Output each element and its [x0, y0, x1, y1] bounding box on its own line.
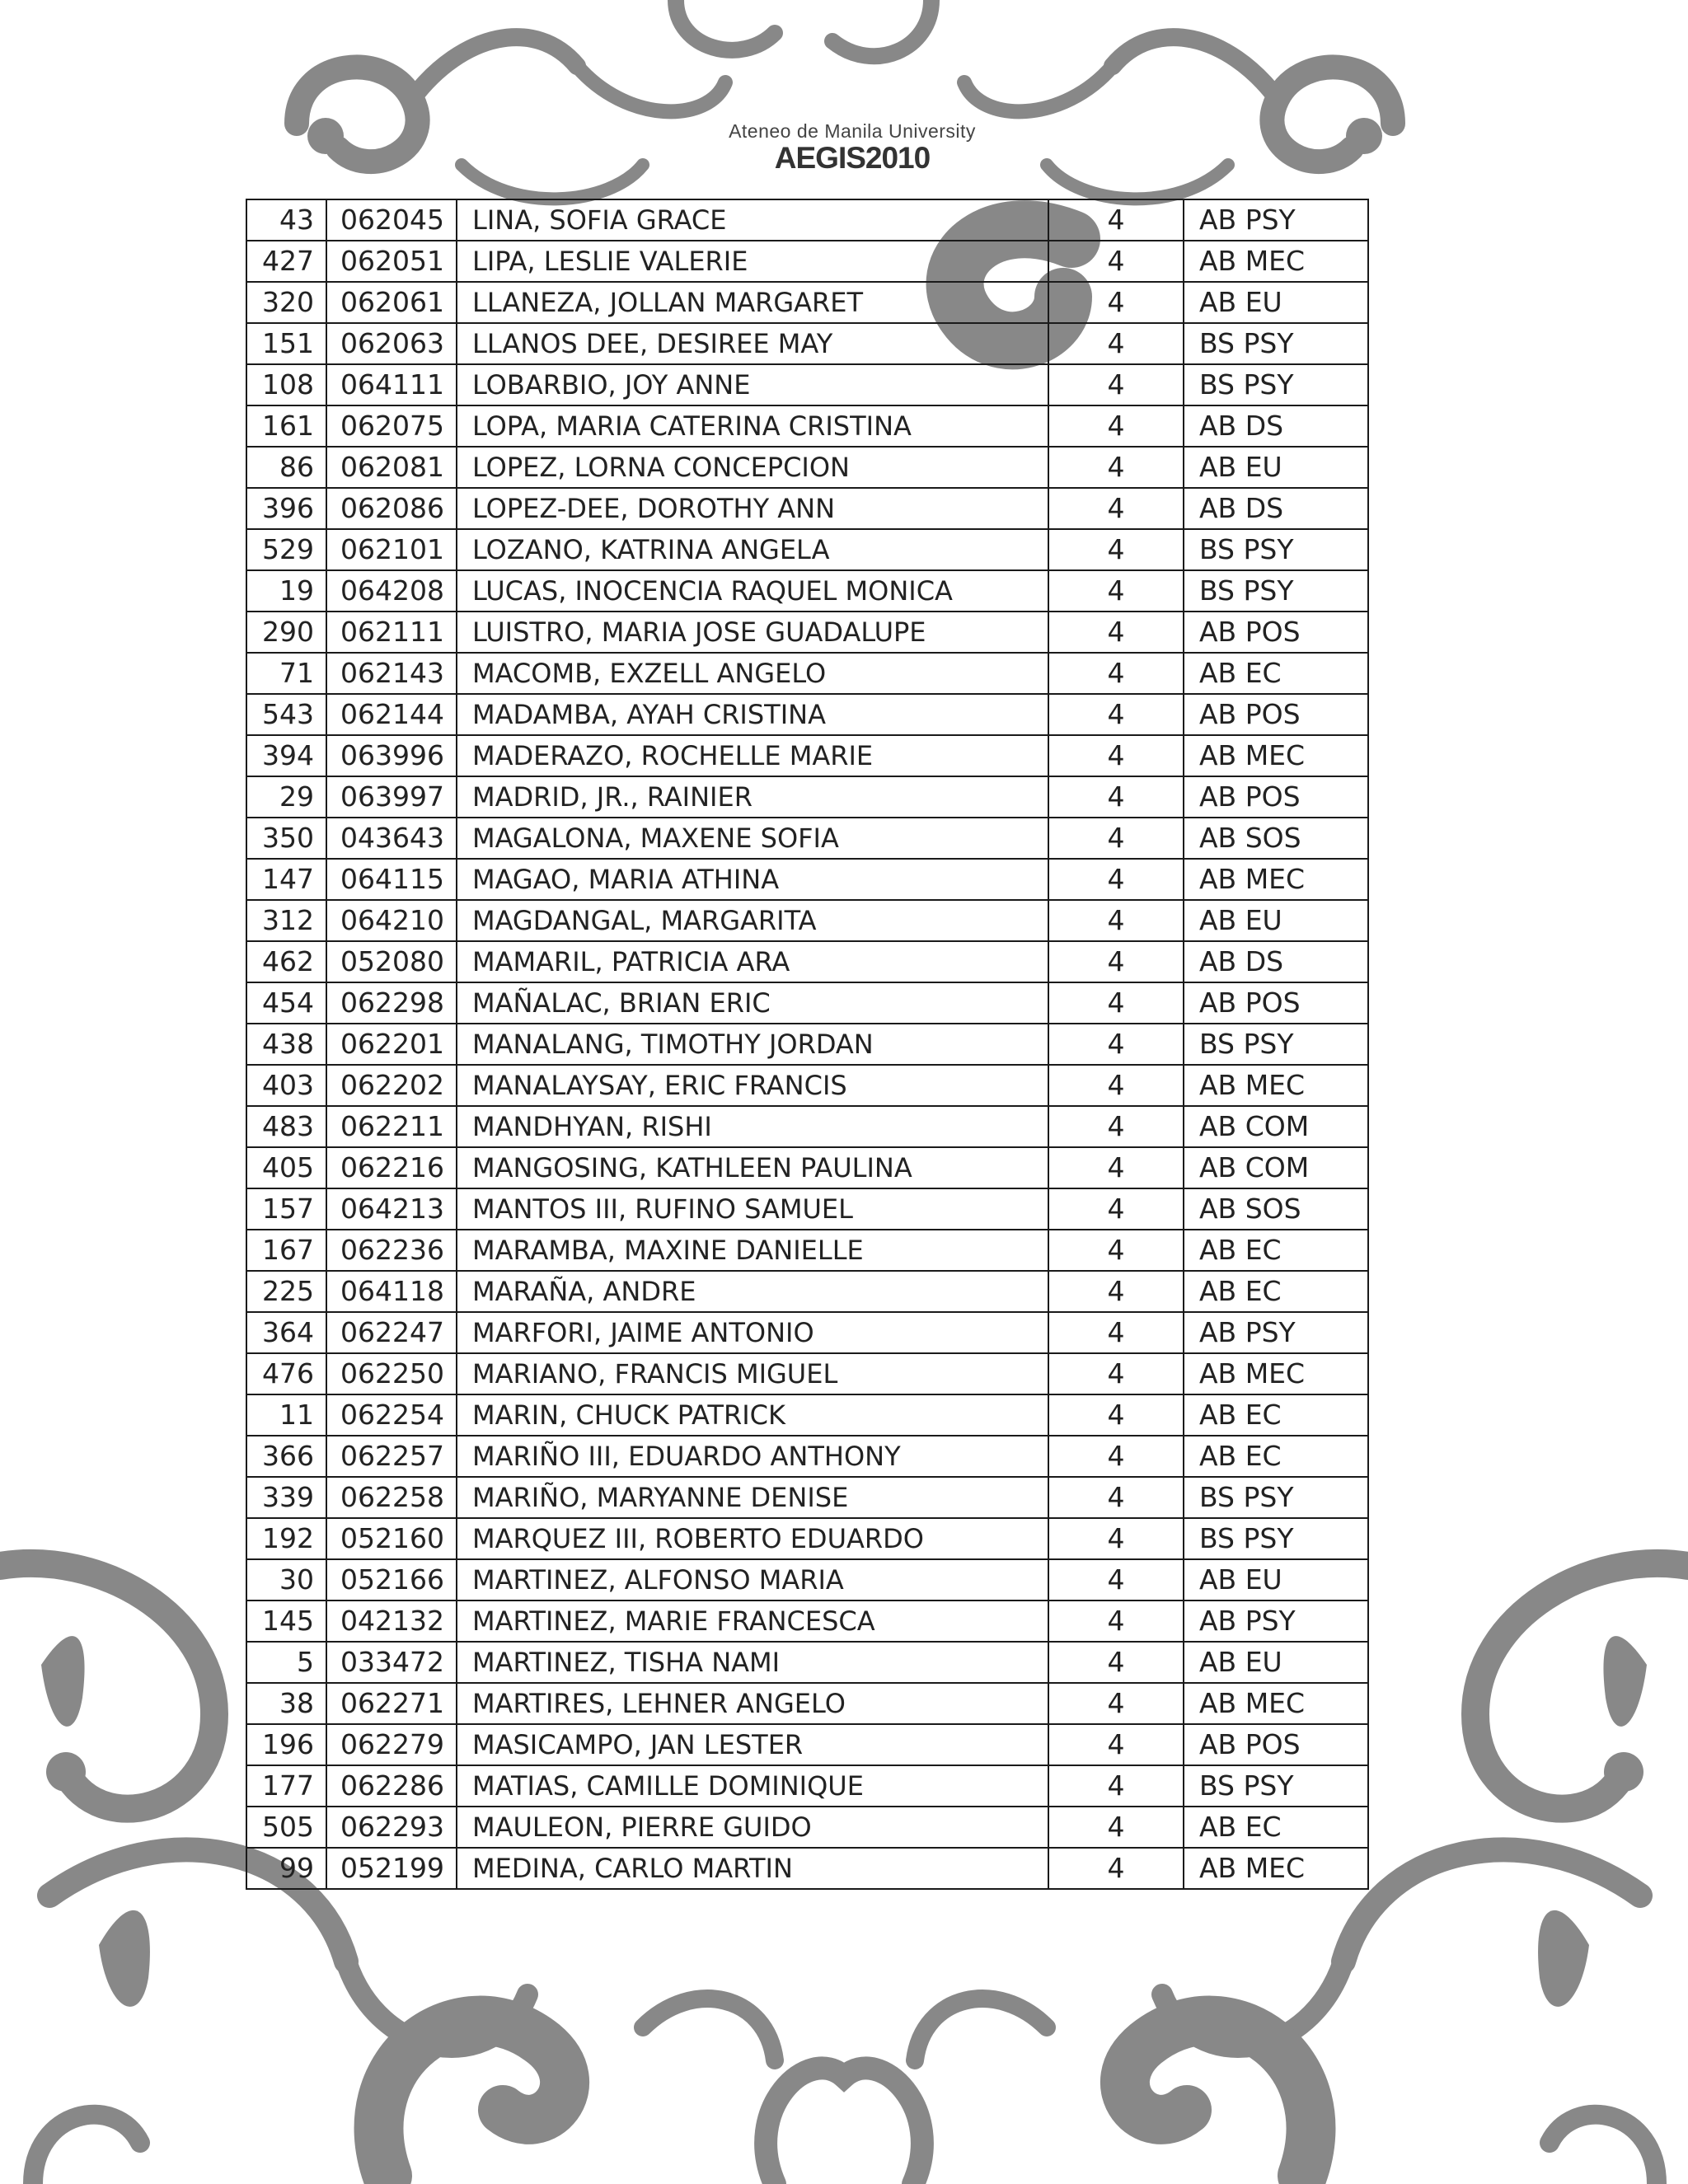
table-row	[246, 612, 1368, 653]
year-level: 4	[1048, 1724, 1184, 1765]
table-row	[246, 570, 1368, 612]
table-row	[246, 447, 1368, 488]
course: AB DS	[1184, 488, 1368, 529]
row-number: 157	[246, 1188, 326, 1230]
student-id: 062258	[326, 1477, 457, 1518]
student-id: 042132	[326, 1601, 457, 1642]
student-id: 062081	[326, 447, 457, 488]
year-level: 4	[1048, 1807, 1184, 1848]
course: AB MEC	[1184, 1065, 1368, 1106]
table-row	[246, 653, 1368, 694]
year-level: 4	[1048, 1230, 1184, 1271]
year-level: 4	[1048, 1147, 1184, 1188]
student-roster-table	[246, 199, 1369, 1890]
row-number: 5	[246, 1642, 326, 1683]
row-number: 108	[246, 364, 326, 405]
student-name: MARTIRES, LEHNER ANGELO	[457, 1683, 1048, 1724]
row-number: 196	[246, 1724, 326, 1765]
student-id: 062101	[326, 529, 457, 570]
table-row	[246, 282, 1368, 323]
student-id: 062144	[326, 694, 457, 735]
table-row	[246, 405, 1368, 447]
course: AB MEC	[1184, 1848, 1368, 1889]
student-name: LOBARBIO, JOY ANNE	[457, 364, 1048, 405]
year-level: 4	[1048, 859, 1184, 900]
yearbook-logo: AEGIS2010	[774, 141, 931, 175]
course: AB EU	[1184, 447, 1368, 488]
course: AB PSY	[1184, 1312, 1368, 1353]
table-row	[246, 1807, 1368, 1848]
year-level: 4	[1048, 1106, 1184, 1147]
row-number: 86	[246, 447, 326, 488]
table-row	[246, 1394, 1368, 1436]
student-id: 064118	[326, 1271, 457, 1312]
year-level: 4	[1048, 529, 1184, 570]
student-name: LLANEZA, JOLLAN MARGARET	[457, 282, 1048, 323]
student-name: LUISTRO, MARIA JOSE GUADALUPE	[457, 612, 1048, 653]
year-level: 4	[1048, 1353, 1184, 1394]
row-number: 225	[246, 1271, 326, 1312]
course: AB EC	[1184, 1394, 1368, 1436]
row-number: 505	[246, 1807, 326, 1848]
student-id: 062298	[326, 982, 457, 1024]
student-id: 062111	[326, 612, 457, 653]
course: AB POS	[1184, 1724, 1368, 1765]
course: AB EU	[1184, 282, 1368, 323]
year-level: 4	[1048, 1559, 1184, 1601]
table-row	[246, 941, 1368, 982]
table-row	[246, 488, 1368, 529]
student-name: MANALAYSAY, ERIC FRANCIS	[457, 1065, 1048, 1106]
student-name: MAÑALAC, BRIAN ERIC	[457, 982, 1048, 1024]
year-level: 4	[1048, 1601, 1184, 1642]
student-id: 062086	[326, 488, 457, 529]
row-number: 403	[246, 1065, 326, 1106]
table-row	[246, 1106, 1368, 1147]
student-name: LOZANO, KATRINA ANGELA	[457, 529, 1048, 570]
table-row	[246, 1230, 1368, 1271]
course: AB COM	[1184, 1147, 1368, 1188]
student-name: MAMARIL, PATRICIA ARA	[457, 941, 1048, 982]
table-row	[246, 900, 1368, 941]
row-number: 462	[246, 941, 326, 982]
student-id: 062201	[326, 1024, 457, 1065]
table-row	[246, 364, 1368, 405]
student-name: MAULEON, PIERRE GUIDO	[457, 1807, 1048, 1848]
table-row	[246, 241, 1368, 282]
student-id: 062045	[326, 199, 457, 241]
table-row	[246, 818, 1368, 859]
course: AB MEC	[1184, 735, 1368, 776]
student-id: 062075	[326, 405, 457, 447]
table-row	[246, 1353, 1368, 1394]
table-row	[246, 982, 1368, 1024]
course: AB EC	[1184, 1436, 1368, 1477]
course: AB EC	[1184, 1807, 1368, 1848]
year-level: 4	[1048, 982, 1184, 1024]
student-id: 062202	[326, 1065, 457, 1106]
course: AB PSY	[1184, 199, 1368, 241]
table-row	[246, 1765, 1368, 1807]
course: AB MEC	[1184, 1683, 1368, 1724]
student-name: MADRID, JR., RAINIER	[457, 776, 1048, 818]
student-id: 064111	[326, 364, 457, 405]
row-number: 71	[246, 653, 326, 694]
year-level: 4	[1048, 199, 1184, 241]
student-name: LOPEZ-DEE, DOROTHY ANN	[457, 488, 1048, 529]
student-name: MADAMBA, AYAH CRISTINA	[457, 694, 1048, 735]
table-row	[246, 1848, 1368, 1889]
row-number: 29	[246, 776, 326, 818]
course: AB POS	[1184, 612, 1368, 653]
table-row	[246, 1147, 1368, 1188]
course: BS PSY	[1184, 1518, 1368, 1559]
student-id: 062211	[326, 1106, 457, 1147]
table-row	[246, 1642, 1368, 1683]
course: AB MEC	[1184, 859, 1368, 900]
year-level: 4	[1048, 612, 1184, 653]
student-id: 063997	[326, 776, 457, 818]
student-id: 062250	[326, 1353, 457, 1394]
student-name: LIPA, LESLIE VALERIE	[457, 241, 1048, 282]
course: BS PSY	[1184, 1765, 1368, 1807]
row-number: 364	[246, 1312, 326, 1353]
row-number: 312	[246, 900, 326, 941]
year-level: 4	[1048, 1312, 1184, 1353]
row-number: 476	[246, 1353, 326, 1394]
year-level: 4	[1048, 1188, 1184, 1230]
student-name: LUCAS, INOCENCIA RAQUEL MONICA	[457, 570, 1048, 612]
student-id: 062216	[326, 1147, 457, 1188]
table-row	[246, 776, 1368, 818]
year-level: 4	[1048, 570, 1184, 612]
student-id: 062279	[326, 1724, 457, 1765]
course: AB EC	[1184, 653, 1368, 694]
student-name: MANTOS III, RUFINO SAMUEL	[457, 1188, 1048, 1230]
student-name: MACOMB, EXZELL ANGELO	[457, 653, 1048, 694]
university-brand	[720, 120, 984, 174]
course: AB EU	[1184, 1642, 1368, 1683]
year-level: 4	[1048, 323, 1184, 364]
table-row	[246, 1024, 1368, 1065]
student-name: MASICAMPO, JAN LESTER	[457, 1724, 1048, 1765]
course: AB DS	[1184, 405, 1368, 447]
student-name: MARQUEZ III, ROBERTO EDUARDO	[457, 1518, 1048, 1559]
student-name: MARIÑO III, EDUARDO ANTHONY	[457, 1436, 1048, 1477]
table-row	[246, 1065, 1368, 1106]
year-level: 4	[1048, 1271, 1184, 1312]
course: AB MEC	[1184, 241, 1368, 282]
year-level: 4	[1048, 364, 1184, 405]
student-id: 062063	[326, 323, 457, 364]
year-level: 4	[1048, 694, 1184, 735]
course: AB POS	[1184, 982, 1368, 1024]
student-id: 064210	[326, 900, 457, 941]
student-id: 043643	[326, 818, 457, 859]
table-row	[246, 1601, 1368, 1642]
student-name: MARTINEZ, TISHA NAMI	[457, 1642, 1048, 1683]
table-row	[246, 529, 1368, 570]
year-level: 4	[1048, 941, 1184, 982]
year-level: 4	[1048, 735, 1184, 776]
year-level: 4	[1048, 282, 1184, 323]
row-number: 167	[246, 1230, 326, 1271]
row-number: 427	[246, 241, 326, 282]
row-number: 543	[246, 694, 326, 735]
row-number: 147	[246, 859, 326, 900]
student-id: 062286	[326, 1765, 457, 1807]
student-name: MARTINEZ, ALFONSO MARIA	[457, 1559, 1048, 1601]
student-id: 062061	[326, 282, 457, 323]
student-id: 064213	[326, 1188, 457, 1230]
row-number: 483	[246, 1106, 326, 1147]
year-level: 4	[1048, 241, 1184, 282]
course: AB EC	[1184, 1271, 1368, 1312]
table-row	[246, 859, 1368, 900]
course: AB PSY	[1184, 1601, 1368, 1642]
student-id: 062293	[326, 1807, 457, 1848]
course: BS PSY	[1184, 364, 1368, 405]
table-row	[246, 1683, 1368, 1724]
table-row	[246, 1518, 1368, 1559]
row-number: 151	[246, 323, 326, 364]
student-name: MATIAS, CAMILLE DOMINIQUE	[457, 1765, 1048, 1807]
student-id: 064115	[326, 859, 457, 900]
student-name: LINA, SOFIA GRACE	[457, 199, 1048, 241]
student-name: MARAÑA, ANDRE	[457, 1271, 1048, 1312]
year-level: 4	[1048, 818, 1184, 859]
student-id: 062247	[326, 1312, 457, 1353]
table-row	[246, 694, 1368, 735]
year-level: 4	[1048, 900, 1184, 941]
student-id: 052080	[326, 941, 457, 982]
table-row	[246, 1271, 1368, 1312]
row-number: 43	[246, 199, 326, 241]
row-number: 438	[246, 1024, 326, 1065]
row-number: 396	[246, 488, 326, 529]
student-id: 062271	[326, 1683, 457, 1724]
year-level: 4	[1048, 447, 1184, 488]
student-id: 062143	[326, 653, 457, 694]
row-number: 339	[246, 1477, 326, 1518]
year-level: 4	[1048, 1848, 1184, 1889]
student-name: MAGDANGAL, MARGARITA	[457, 900, 1048, 941]
student-name: MARIÑO, MARYANNE DENISE	[457, 1477, 1048, 1518]
row-number: 405	[246, 1147, 326, 1188]
course: AB DS	[1184, 941, 1368, 982]
student-name: MANDHYAN, RISHI	[457, 1106, 1048, 1147]
table-row	[246, 1188, 1368, 1230]
course: BS PSY	[1184, 570, 1368, 612]
course: AB MEC	[1184, 1353, 1368, 1394]
student-name: MARIN, CHUCK PATRICK	[457, 1394, 1048, 1436]
year-level: 4	[1048, 653, 1184, 694]
year-level: 4	[1048, 1477, 1184, 1518]
year-level: 4	[1048, 776, 1184, 818]
table-row	[246, 1559, 1368, 1601]
row-number: 30	[246, 1559, 326, 1601]
year-level: 4	[1048, 1024, 1184, 1065]
student-id: 062051	[326, 241, 457, 282]
university-name: Ateneo de Manila University	[729, 120, 976, 142]
course: AB SOS	[1184, 1188, 1368, 1230]
row-number: 290	[246, 612, 326, 653]
year-level: 4	[1048, 1436, 1184, 1477]
table-row	[246, 199, 1368, 241]
student-id: 062254	[326, 1394, 457, 1436]
student-name: LOPA, MARIA CATERINA CRISTINA	[457, 405, 1048, 447]
student-id: 052160	[326, 1518, 457, 1559]
row-number: 529	[246, 529, 326, 570]
year-level: 4	[1048, 1683, 1184, 1724]
row-number: 366	[246, 1436, 326, 1477]
row-number: 145	[246, 1601, 326, 1642]
course: AB EU	[1184, 900, 1368, 941]
year-level: 4	[1048, 488, 1184, 529]
year-level: 4	[1048, 1642, 1184, 1683]
row-number: 99	[246, 1848, 326, 1889]
course: AB POS	[1184, 694, 1368, 735]
student-name: MANGOSING, KATHLEEN PAULINA	[457, 1147, 1048, 1188]
student-id: 063996	[326, 735, 457, 776]
row-number: 38	[246, 1683, 326, 1724]
year-level: 4	[1048, 1765, 1184, 1807]
student-name: LLANOS DEE, DESIREE MAY	[457, 323, 1048, 364]
course: BS PSY	[1184, 529, 1368, 570]
student-name: MARFORI, JAIME ANTONIO	[457, 1312, 1048, 1353]
student-name: MARTINEZ, MARIE FRANCESCA	[457, 1601, 1048, 1642]
student-name: MADERAZO, ROCHELLE MARIE	[457, 735, 1048, 776]
row-number: 350	[246, 818, 326, 859]
student-id: 064208	[326, 570, 457, 612]
student-id: 033472	[326, 1642, 457, 1683]
course: AB SOS	[1184, 818, 1368, 859]
student-name: MANALANG, TIMOTHY JORDAN	[457, 1024, 1048, 1065]
table-row	[246, 1436, 1368, 1477]
student-id: 052199	[326, 1848, 457, 1889]
course: BS PSY	[1184, 1024, 1368, 1065]
row-number: 177	[246, 1765, 326, 1807]
student-id: 052166	[326, 1559, 457, 1601]
year-level: 4	[1048, 1065, 1184, 1106]
table-row	[246, 1477, 1368, 1518]
course: BS PSY	[1184, 323, 1368, 364]
row-number: 11	[246, 1394, 326, 1436]
course: AB EU	[1184, 1559, 1368, 1601]
student-name: MARAMBA, MAXINE DANIELLE	[457, 1230, 1048, 1271]
year-level: 4	[1048, 405, 1184, 447]
student-name: MAGALONA, MAXENE SOFIA	[457, 818, 1048, 859]
student-id: 062257	[326, 1436, 457, 1477]
year-level: 4	[1048, 1394, 1184, 1436]
student-name: MARIANO, FRANCIS MIGUEL	[457, 1353, 1048, 1394]
row-number: 19	[246, 570, 326, 612]
row-number: 454	[246, 982, 326, 1024]
table-row	[246, 323, 1368, 364]
table-row	[246, 1724, 1368, 1765]
course: BS PSY	[1184, 1477, 1368, 1518]
row-number: 320	[246, 282, 326, 323]
course: AB POS	[1184, 776, 1368, 818]
table-row	[246, 735, 1368, 776]
year-level: 4	[1048, 1518, 1184, 1559]
course: AB COM	[1184, 1106, 1368, 1147]
row-number: 394	[246, 735, 326, 776]
row-number: 192	[246, 1518, 326, 1559]
course: AB EC	[1184, 1230, 1368, 1271]
table-row	[246, 1312, 1368, 1353]
student-id: 062236	[326, 1230, 457, 1271]
row-number: 161	[246, 405, 326, 447]
student-name: MAGAO, MARIA ATHINA	[457, 859, 1048, 900]
roster-body	[246, 199, 1368, 1889]
student-name: LOPEZ, LORNA CONCEPCION	[457, 447, 1048, 488]
student-name: MEDINA, CARLO MARTIN	[457, 1848, 1048, 1889]
